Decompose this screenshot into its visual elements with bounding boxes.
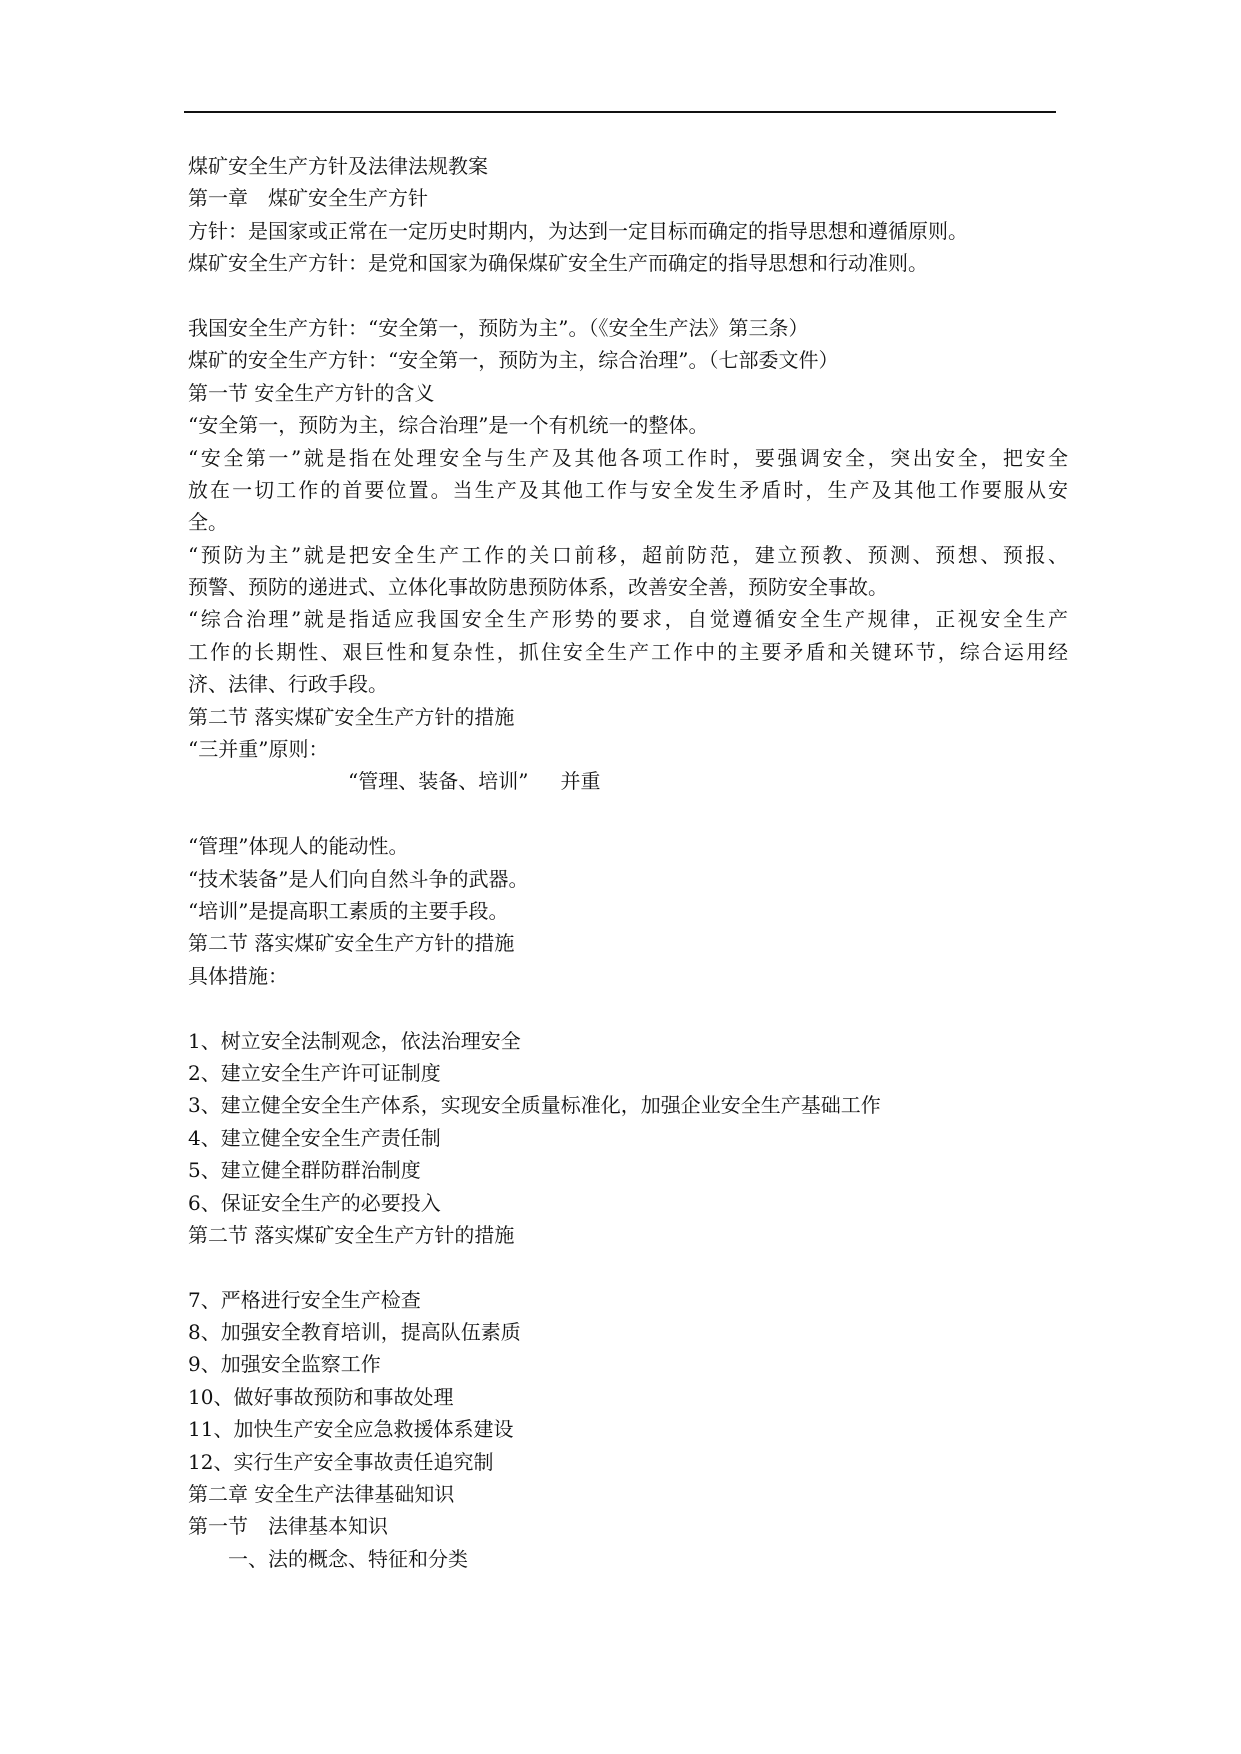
list-item: 4、建立健全安全生产责任制 <box>188 1125 441 1150</box>
paragraph-line: 工作的长期性、艰巨性和复杂性，抓住安全生产工作中的主要矛盾和关键环节，综合运用经 <box>188 639 1068 664</box>
list-item: 5、建立健全群防群治制度 <box>188 1158 421 1183</box>
paragraph-line: “管理”体现人的能动性。 <box>188 834 409 859</box>
subsection-heading: 一、法的概念、特征和分类 <box>228 1546 468 1571</box>
blank-line <box>188 280 1068 312</box>
paragraph-line: “安全第一”就是指在处理安全与生产及其他各项工作时，要强调安全，突出安全，把安全 <box>188 445 1068 470</box>
paragraph-line: “安全第一，预防为主，综合治理”是一个有机统一的整体。 <box>188 413 709 438</box>
paragraph-line: 全。 <box>188 510 228 535</box>
document-title: 煤矿安全生产方针及法律法规教案 <box>188 154 488 178</box>
chapter-heading: 第一章 煤矿安全生产方针 <box>188 186 428 211</box>
list-item: 12、实行生产安全事故责任追究制 <box>188 1449 494 1474</box>
centered-line-left: “管理、装备、培训” <box>348 769 529 794</box>
blank-line <box>188 992 1068 1024</box>
paragraph-line: “预防为主”就是把安全生产工作的关口前移，超前防范，建立预教、预测、预想、预报、 <box>188 542 1068 567</box>
chapter-heading: 第二章 安全生产法律基础知识 <box>188 1482 455 1507</box>
centered-line-right: 并重 <box>560 769 601 794</box>
paragraph-line: 煤矿的安全生产方针：“安全第一，预防为主，综合治理”。（七部委文件） <box>188 348 839 373</box>
paragraph-line: 放在一切工作的首要位置。当生产及其他工作与安全发生矛盾时，生产及其他工作要服从安 <box>188 477 1068 502</box>
list-item: 11、加快生产安全应急救援体系建设 <box>188 1417 514 1442</box>
paragraph-line: 我国安全生产方针：“安全第一，预防为主”。（《安全生产法》第三条） <box>188 315 809 340</box>
paragraph-line: “技术装备”是人们向自然斗争的武器。 <box>188 866 529 891</box>
list-item: 6、保证安全生产的必要投入 <box>188 1190 441 1215</box>
paragraph-line: 济、法律、行政手段。 <box>188 672 388 697</box>
paragraph-line: 预警、预防的递进式、立体化事故防患预防体系，改善安全善，预防安全事故。 <box>188 575 888 600</box>
section-heading: 第二节 落实煤矿安全生产方针的措施 <box>188 931 515 956</box>
centered-line <box>188 765 1068 797</box>
paragraph-line: “三并重”原则： <box>188 737 329 762</box>
section-heading: 第一节 安全生产方针的含义 <box>188 380 435 405</box>
header-rule <box>184 111 1056 113</box>
list-item: 7、严格进行安全生产检查 <box>188 1287 421 1312</box>
paragraph-line: 方针：是国家或正常在一定历史时期内，为达到一定目标而确定的指导思想和遵循原则。 <box>188 218 968 243</box>
blank-line <box>188 1251 1068 1283</box>
list-item: 1、树立安全法制观念，依法治理安全 <box>188 1028 521 1053</box>
list-item: 10、做好事故预防和事故处理 <box>188 1384 454 1409</box>
paragraph-line: “综合治理”就是指适应我国安全生产形势的要求，自觉遵循安全生产规律，正视安全生产 <box>188 607 1068 632</box>
document-body <box>188 150 1068 1575</box>
list-item: 8、加强安全教育培训，提高队伍素质 <box>188 1320 521 1345</box>
section-heading: 第二节 落实煤矿安全生产方针的措施 <box>188 704 515 729</box>
paragraph-line: 煤矿安全生产方针：是党和国家为确保煤矿安全生产而确定的指导思想和行动准则。 <box>188 251 928 276</box>
list-item: 9、加强安全监察工作 <box>188 1352 381 1377</box>
blank-line <box>188 798 1068 830</box>
list-item: 3、建立健全安全生产体系，实现安全质量标准化，加强企业安全生产基础工作 <box>188 1093 881 1118</box>
list-item: 2、建立安全生产许可证制度 <box>188 1060 441 1085</box>
section-heading: 第一节 法律基本知识 <box>188 1514 388 1539</box>
paragraph-line: 具体措施： <box>188 963 288 988</box>
section-heading: 第二节 落实煤矿安全生产方针的措施 <box>188 1222 515 1247</box>
paragraph-line: “培训”是提高职工素质的主要手段。 <box>188 898 509 923</box>
